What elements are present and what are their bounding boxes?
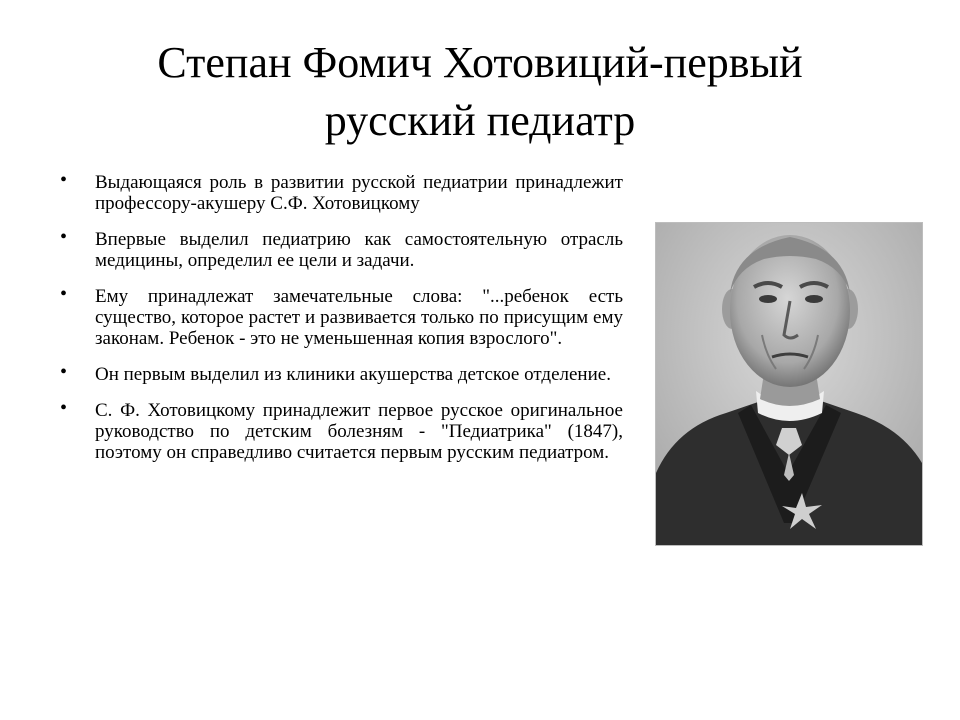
bullet-marker: • [60,397,68,419]
bullet-marker: • [60,361,68,383]
bullet-item-3 [60,283,623,349]
bullet-text-2: Впервые выделил педиатрию как самостоятельную отрасль медицины, определил ее цели и задачи. [95,229,623,271]
left-eye-shape [759,295,777,303]
title-line-1: Степан Фомич Хотовиций-первый [157,38,803,87]
bullet-list [60,169,623,478]
portrait-photo [655,222,923,546]
bullet-text-5: С. Ф. Хотовицкому принадлежит первое русское оригинальное руководство по детским болезням - "Педиатрика" (1847), поэтому он справедливо считается первым русским педиатром. [95,400,623,463]
bullet-item-1 [60,169,623,214]
bullet-marker: • [60,283,68,305]
bullet-item-4 [60,361,623,385]
right-eye-shape [805,295,823,303]
bullet-text-3: Ему принадлежат замечательные слова: "...ребенок есть существо, которое растет и развивается только по присущим ему законам. Ребенок - это не уменьшенная копия взрослого". [95,286,623,349]
bullet-item-5 [60,397,623,463]
slide-title [60,34,900,150]
portrait-illustration [656,223,922,545]
bullet-item-2 [60,226,623,271]
bullet-marker: • [60,169,68,191]
bullet-text-1: Выдающаяся роль в развитии русской педиатрии принадлежит профессору-акушеру С.Ф. Хотовицкому [95,172,623,214]
title-line-2: русский педиатр [324,96,636,145]
bullet-marker: • [60,226,68,248]
bullet-text-4: Он первым выделил из клиники акушерства детское отделение. [95,364,611,385]
